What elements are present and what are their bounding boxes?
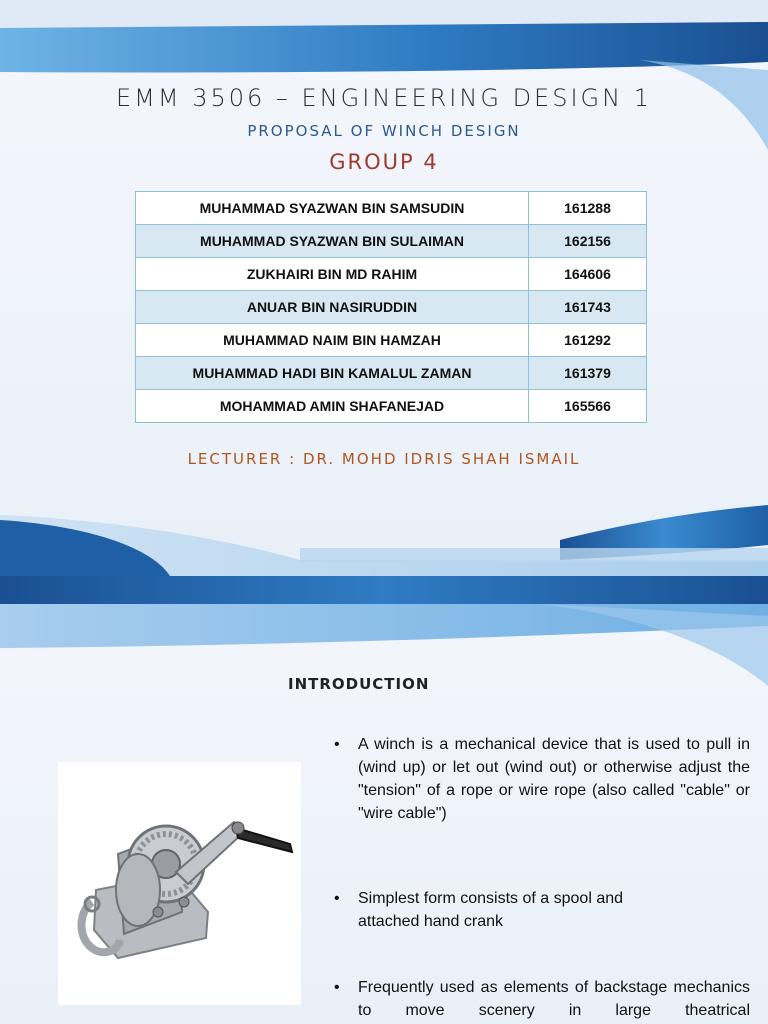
list-item [334, 733, 756, 849]
table-row [136, 390, 647, 423]
bullet-text: Simplest form consists of a spool and attached hand crank [358, 890, 624, 930]
member-name: ANUAR BIN NASIRUDDIN [136, 291, 529, 324]
member-name: MOHAMMAD AMIN SHAFANEJAD [136, 390, 529, 423]
course-title: EMM 3506 – ENGINEERING DESIGN 1 [116, 84, 652, 112]
member-name: ZUKHAIRI BIN MD RAHIM [136, 258, 529, 291]
bullet-text: Frequently used as elements of backstage mechanics to move scenery in large theatrical [358, 979, 750, 1019]
member-id: 164606 [529, 258, 647, 291]
table-row [136, 324, 647, 357]
member-name: MUHAMMAD SYAZWAN BIN SULAIMAN [136, 225, 529, 258]
table-row [136, 192, 647, 225]
member-id: 161743 [529, 291, 647, 324]
member-id: 165566 [529, 390, 647, 423]
member-name: MUHAMMAD NAIM BIN HAMZAH [136, 324, 529, 357]
hand-winch-photo [58, 762, 301, 1005]
table-row [136, 291, 647, 324]
member-id: 161292 [529, 324, 647, 357]
introduction-heading: INTRODUCTION [288, 675, 430, 693]
lecturer-line: LECTURER : DR. MOHD IDRIS SHAH ISMAIL [187, 450, 581, 468]
member-id: 161379 [529, 357, 647, 390]
proposal-subtitle: PROPOSAL OF WINCH DESIGN [247, 122, 521, 140]
winch-illustration [58, 762, 301, 1005]
bullet-dot: • [334, 890, 340, 907]
introduction-slide [0, 576, 768, 1024]
table-row [136, 225, 647, 258]
table-row [136, 357, 647, 390]
bullet-dot: • [334, 979, 340, 996]
bullet-text: A winch is a mechanical device that is used to pull in (wind up) or let out (wind out) or otherwise adjust the "tension" of a rope or wire rope (also called "cable" or "wire cable") [358, 736, 750, 822]
member-name: MUHAMMAD HADI BIN KAMALUL ZAMAN [136, 357, 529, 390]
table-row [136, 258, 647, 291]
member-id: 162156 [529, 225, 647, 258]
member-id: 161288 [529, 192, 647, 225]
list-item [334, 976, 756, 1024]
members-table [135, 191, 647, 423]
group-label: GROUP 4 [329, 150, 439, 174]
member-name: MUHAMMAD SYAZWAN BIN SAMSUDIN [136, 192, 529, 225]
bullet-dot: • [334, 736, 340, 753]
list-item [334, 887, 756, 935]
